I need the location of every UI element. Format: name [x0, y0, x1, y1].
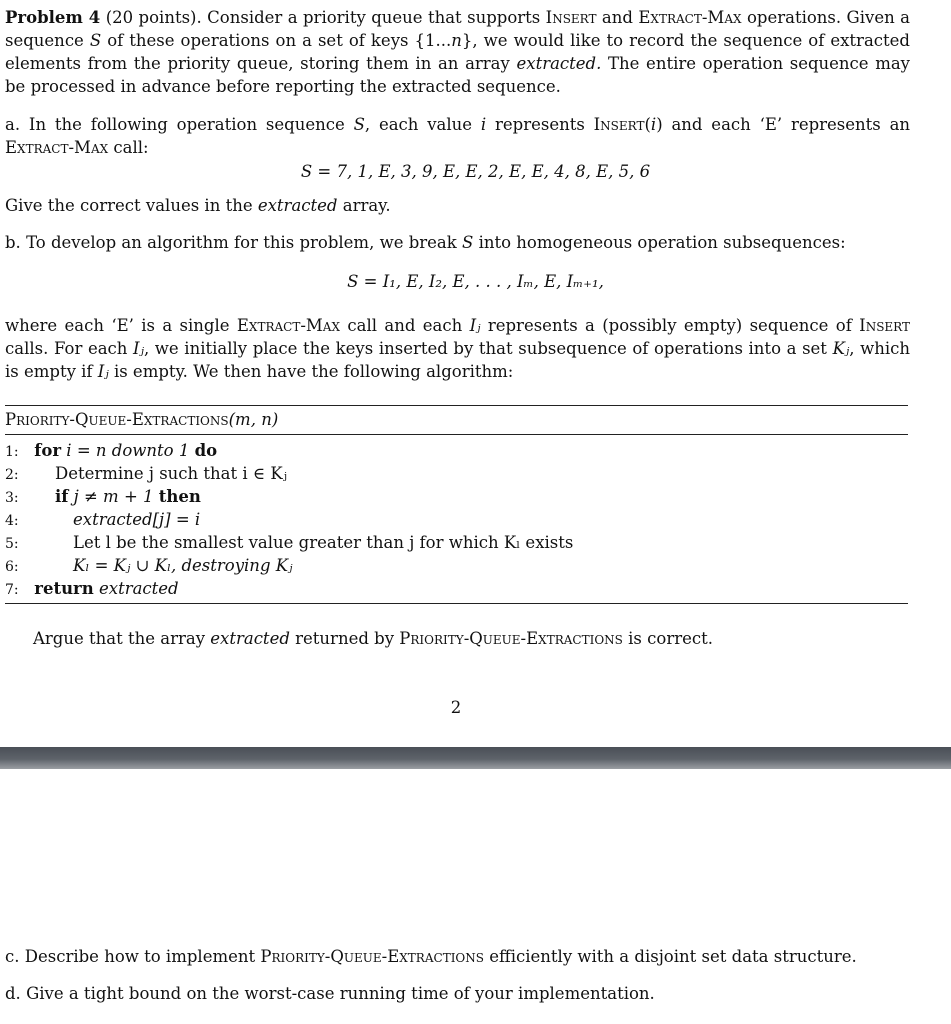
extract-max-op: Extract-Max — [638, 8, 742, 27]
algorithm-title: Priority-Queue-Extractions(m, n) — [5, 410, 279, 429]
algorithm-line: 1: for i = n downto 1 do — [5, 441, 218, 460]
part-c-label: c. — [5, 947, 20, 966]
part-d-text: d. Give a tight bound on the worst-case running time of your implementation. — [5, 984, 655, 1003]
insert-op: Insert — [545, 8, 597, 27]
part-d-label: d. — [5, 984, 21, 1003]
part-a-label: a. — [5, 115, 21, 134]
algorithm-line: 3: if j ≠ m + 1 then — [5, 487, 201, 506]
part-c-text: c. Describe how to implement Priority-Queue-Extractions efficiently with a disjoint set data structure. — [5, 947, 857, 966]
algorithm-line: 6: Kₗ = Kⱼ ∪ Kₗ, destroying Kⱼ — [5, 556, 293, 575]
part-b-where: where each ‘E’ is a single Extract-Max call and each Iⱼ represents a (possibly empty) sequence of Insert calls. For each Iⱼ, we initially place the keys inserted by that subsequence of operations into a set Kⱼ, which is empty if Iⱼ is empty. We then have the following algorithm: — [5, 316, 911, 381]
problem-intro: Problem 4 (20 points). Consider a priority queue that supports Insert and Extract-Max operations. Given a sequence S of these operations on a set of keys {1...n}, we would like to record the sequence of extracted elements from the priority queue, storing them in an array extracted. The entire operation sequence may be processed in advance before reporting the extracted sequence. — [5, 8, 910, 96]
algorithm-line: 2: Determine j such that i ∈ Kⱼ — [5, 464, 288, 483]
algorithm-line: 4: extracted[j] = i — [5, 510, 201, 529]
part-b-text: b. To develop an algorithm for this problem, we break S into homogeneous operation subsequences: — [5, 233, 846, 252]
part-b-question: Argue that the array extracted returned by Priority-Queue-Extractions is correct. — [33, 629, 713, 648]
algorithm-bottom-rule — [5, 603, 908, 604]
algorithm-header-rule — [5, 434, 908, 435]
part-b-label: b. — [5, 233, 21, 252]
problem-points: (20 points). — [105, 8, 202, 27]
algorithm-top-rule — [5, 405, 908, 406]
problem-heading: Problem 4 — [5, 8, 101, 27]
algorithm-line: 7: return extracted — [5, 579, 179, 598]
sequence-decomposition: S = I₁, E, I₂, E, . . . , Iₘ, E, Iₘ₊₁, — [347, 272, 604, 291]
page-break-divider — [0, 747, 951, 769]
part-a-text: a. In the following operation sequence S, each value i represents Insert(i) and each ‘E’ represents an Extract-Max call: — [5, 115, 911, 157]
algorithm-line: 5: Let l be the smallest value greater than j for which Kₗ exists — [5, 533, 574, 552]
operation-sequence: S = 7, 1, E, 3, 9, E, E, 2, E, E, 4, 8, E, 5, 6 — [300, 162, 651, 181]
page-number: 2 — [450, 698, 462, 717]
part-a-question: Give the correct values in the extracted array. — [5, 196, 391, 215]
